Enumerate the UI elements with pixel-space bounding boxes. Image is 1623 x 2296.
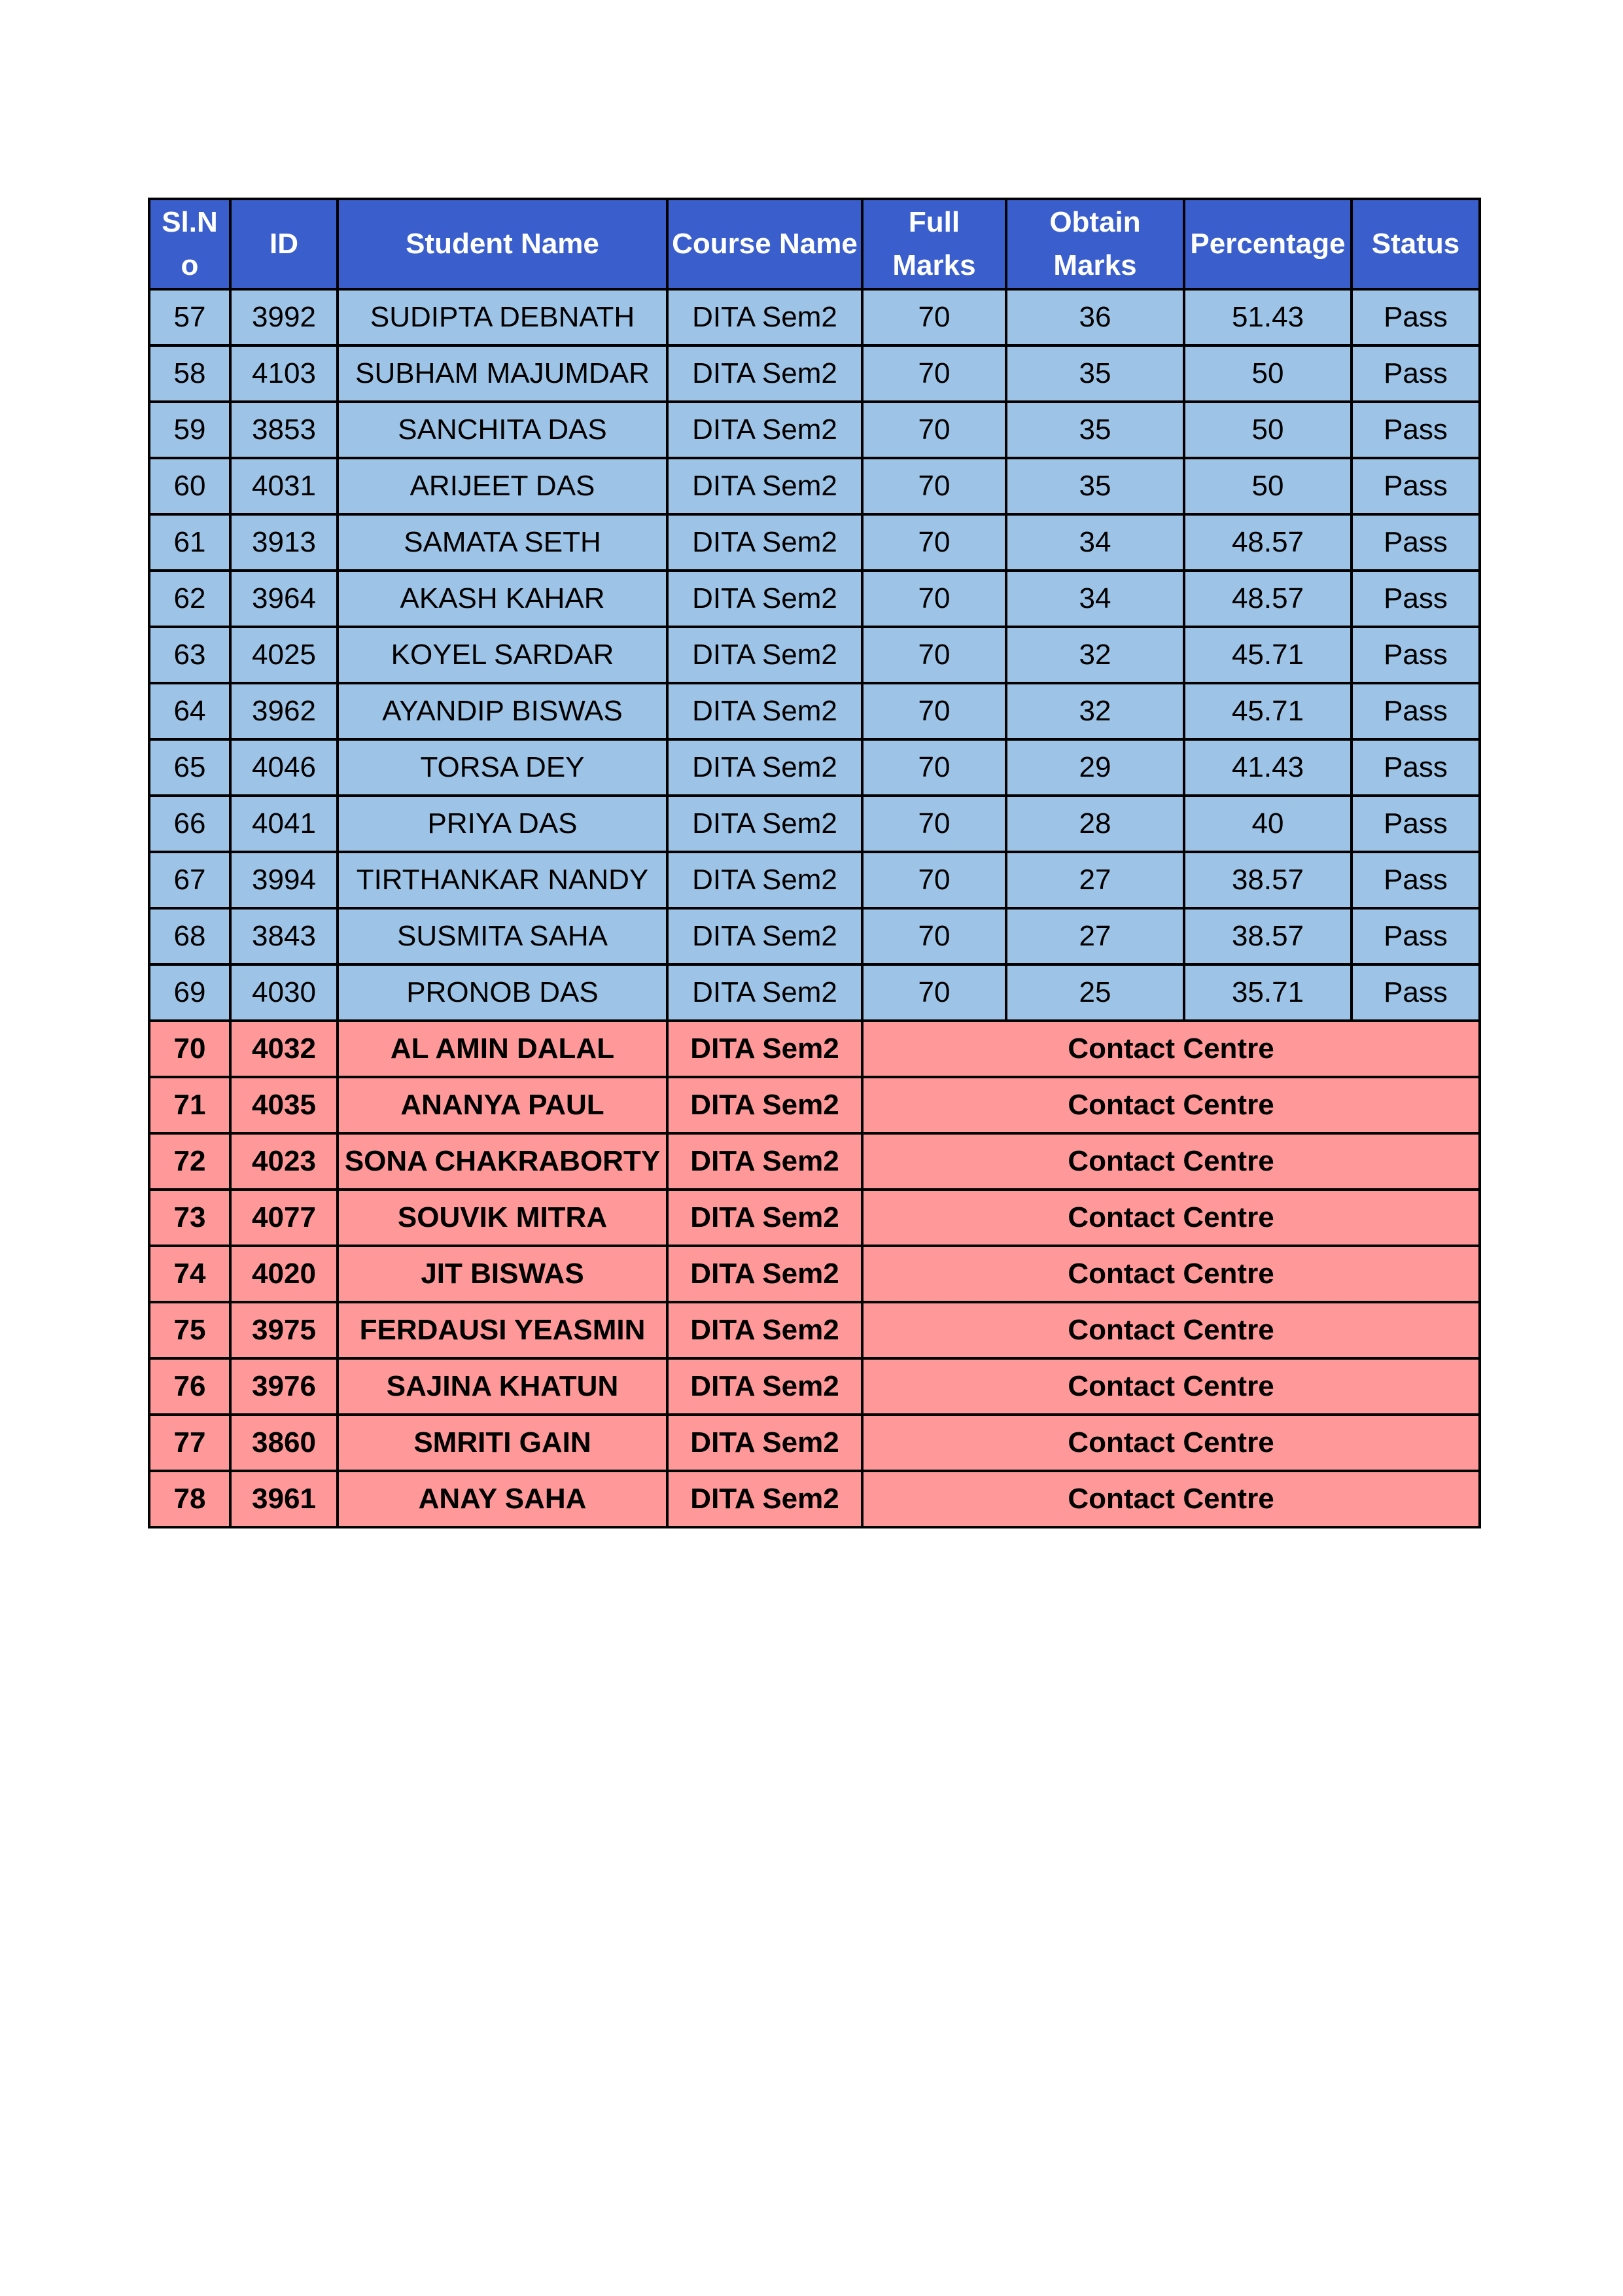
cell-contact-note: Contact Centre [862, 1415, 1480, 1471]
cell-obtain-marks: 28 [1006, 796, 1184, 852]
cell-student-name: SANCHITA DAS [338, 402, 667, 458]
cell-contact-note: Contact Centre [862, 1246, 1480, 1302]
cell-course-name: DITA Sem2 [667, 964, 862, 1021]
cell-id: 4046 [230, 739, 338, 796]
cell-obtain-marks: 27 [1006, 908, 1184, 964]
table-row [149, 345, 1480, 402]
cell-status: Pass [1352, 289, 1480, 345]
cell-status: Pass [1352, 514, 1480, 571]
cell-student-name: AYANDIP BISWAS [338, 683, 667, 739]
cell-status: Pass [1352, 627, 1480, 683]
cell-slno: 69 [149, 964, 230, 1021]
cell-id: 4020 [230, 1246, 338, 1302]
cell-id: 4025 [230, 627, 338, 683]
cell-student-name: AL AMIN DALAL [338, 1021, 667, 1077]
cell-contact-note: Contact Centre [862, 1471, 1480, 1527]
header-row [149, 199, 1480, 289]
cell-student-name: PRONOB DAS [338, 964, 667, 1021]
cell-student-name: SAMATA SETH [338, 514, 667, 571]
cell-course-name: DITA Sem2 [667, 1302, 862, 1358]
cell-percentage: 50 [1184, 458, 1352, 514]
cell-student-name: SUBHAM MAJUMDAR [338, 345, 667, 402]
cell-slno: 60 [149, 458, 230, 514]
cell-id: 4030 [230, 964, 338, 1021]
cell-course-name: DITA Sem2 [667, 739, 862, 796]
table-row [149, 627, 1480, 683]
cell-percentage: 41.43 [1184, 739, 1352, 796]
table-row [149, 908, 1480, 964]
cell-id: 3964 [230, 571, 338, 627]
table-row [149, 964, 1480, 1021]
cell-id: 4077 [230, 1190, 338, 1246]
cell-percentage: 50 [1184, 345, 1352, 402]
cell-full-marks: 70 [862, 852, 1006, 908]
cell-status: Pass [1352, 571, 1480, 627]
cell-course-name: DITA Sem2 [667, 1415, 862, 1471]
cell-id: 4023 [230, 1133, 338, 1190]
cell-obtain-marks: 34 [1006, 571, 1184, 627]
cell-full-marks: 70 [862, 796, 1006, 852]
header-full-marks: Full Marks [862, 199, 1006, 289]
cell-course-name: DITA Sem2 [667, 1190, 862, 1246]
cell-full-marks: 70 [862, 514, 1006, 571]
cell-course-name: DITA Sem2 [667, 458, 862, 514]
cell-obtain-marks: 27 [1006, 852, 1184, 908]
cell-percentage: 48.57 [1184, 514, 1352, 571]
cell-course-name: DITA Sem2 [667, 345, 862, 402]
header-percentage: Percentage [1184, 199, 1352, 289]
cell-student-name: ANANYA PAUL [338, 1077, 667, 1133]
cell-obtain-marks: 35 [1006, 458, 1184, 514]
cell-id: 3994 [230, 852, 338, 908]
table-row [149, 571, 1480, 627]
cell-student-name: AKASH KAHAR [338, 571, 667, 627]
cell-id: 3961 [230, 1471, 338, 1527]
cell-status: Pass [1352, 739, 1480, 796]
cell-student-name: KOYEL SARDAR [338, 627, 667, 683]
cell-course-name: DITA Sem2 [667, 1246, 862, 1302]
cell-course-name: DITA Sem2 [667, 852, 862, 908]
cell-obtain-marks: 36 [1006, 289, 1184, 345]
cell-student-name: SUDIPTA DEBNATH [338, 289, 667, 345]
table-row [149, 1415, 1480, 1471]
cell-id: 3860 [230, 1415, 338, 1471]
cell-slno: 63 [149, 627, 230, 683]
cell-id: 3843 [230, 908, 338, 964]
cell-course-name: DITA Sem2 [667, 627, 862, 683]
cell-percentage: 38.57 [1184, 908, 1352, 964]
cell-contact-note: Contact Centre [862, 1302, 1480, 1358]
table-row [149, 1471, 1480, 1527]
header-course-name: Course Name [667, 199, 862, 289]
cell-id: 3853 [230, 402, 338, 458]
cell-course-name: DITA Sem2 [667, 1077, 862, 1133]
cell-course-name: DITA Sem2 [667, 908, 862, 964]
cell-slno: 68 [149, 908, 230, 964]
cell-student-name: ANAY SAHA [338, 1471, 667, 1527]
cell-slno: 75 [149, 1302, 230, 1358]
cell-status: Pass [1352, 796, 1480, 852]
cell-contact-note: Contact Centre [862, 1358, 1480, 1415]
table-row [149, 683, 1480, 739]
cell-id: 4035 [230, 1077, 338, 1133]
header-id: ID [230, 199, 338, 289]
cell-full-marks: 70 [862, 683, 1006, 739]
cell-student-name: PRIYA DAS [338, 796, 667, 852]
cell-obtain-marks: 29 [1006, 739, 1184, 796]
table-row [149, 1358, 1480, 1415]
cell-percentage: 45.71 [1184, 683, 1352, 739]
cell-slno: 64 [149, 683, 230, 739]
cell-percentage: 51.43 [1184, 289, 1352, 345]
cell-slno: 67 [149, 852, 230, 908]
table-row [149, 1133, 1480, 1190]
cell-contact-note: Contact Centre [862, 1021, 1480, 1077]
cell-percentage: 40 [1184, 796, 1352, 852]
cell-slno: 58 [149, 345, 230, 402]
cell-obtain-marks: 32 [1006, 683, 1184, 739]
cell-percentage: 48.57 [1184, 571, 1352, 627]
cell-student-name: SONA CHAKRABORTY [338, 1133, 667, 1190]
cell-slno: 59 [149, 402, 230, 458]
cell-student-name: TIRTHANKAR NANDY [338, 852, 667, 908]
cell-status: Pass [1352, 964, 1480, 1021]
cell-percentage: 38.57 [1184, 852, 1352, 908]
table-header [149, 199, 1480, 289]
cell-slno: 74 [149, 1246, 230, 1302]
cell-slno: 61 [149, 514, 230, 571]
table-body [149, 289, 1480, 1527]
cell-obtain-marks: 32 [1006, 627, 1184, 683]
results-table [148, 198, 1481, 1528]
cell-percentage: 35.71 [1184, 964, 1352, 1021]
cell-id: 3962 [230, 683, 338, 739]
cell-course-name: DITA Sem2 [667, 1133, 862, 1190]
cell-id: 4032 [230, 1021, 338, 1077]
cell-full-marks: 70 [862, 627, 1006, 683]
cell-full-marks: 70 [862, 402, 1006, 458]
cell-obtain-marks: 34 [1006, 514, 1184, 571]
cell-id: 3913 [230, 514, 338, 571]
cell-slno: 71 [149, 1077, 230, 1133]
table-row [149, 852, 1480, 908]
table-row [149, 1021, 1480, 1077]
cell-id: 3992 [230, 289, 338, 345]
cell-contact-note: Contact Centre [862, 1077, 1480, 1133]
cell-full-marks: 70 [862, 964, 1006, 1021]
header-obtain-marks: Obtain Marks [1006, 199, 1184, 289]
cell-full-marks: 70 [862, 345, 1006, 402]
cell-course-name: DITA Sem2 [667, 514, 862, 571]
cell-id: 4103 [230, 345, 338, 402]
cell-status: Pass [1352, 683, 1480, 739]
cell-contact-note: Contact Centre [862, 1190, 1480, 1246]
table-row [149, 1190, 1480, 1246]
cell-course-name: DITA Sem2 [667, 289, 862, 345]
cell-student-name: SMRITI GAIN [338, 1415, 667, 1471]
cell-obtain-marks: 35 [1006, 345, 1184, 402]
cell-slno: 65 [149, 739, 230, 796]
cell-course-name: DITA Sem2 [667, 571, 862, 627]
cell-student-name: FERDAUSI YEASMIN [338, 1302, 667, 1358]
cell-slno: 78 [149, 1471, 230, 1527]
cell-percentage: 50 [1184, 402, 1352, 458]
cell-course-name: DITA Sem2 [667, 402, 862, 458]
cell-status: Pass [1352, 402, 1480, 458]
table-row [149, 1246, 1480, 1302]
cell-full-marks: 70 [862, 908, 1006, 964]
cell-student-name: SOUVIK MITRA [338, 1190, 667, 1246]
cell-student-name: ARIJEET DAS [338, 458, 667, 514]
cell-id: 4031 [230, 458, 338, 514]
cell-course-name: DITA Sem2 [667, 683, 862, 739]
cell-course-name: DITA Sem2 [667, 796, 862, 852]
cell-slno: 76 [149, 1358, 230, 1415]
cell-full-marks: 70 [862, 289, 1006, 345]
header-status: Status [1352, 199, 1480, 289]
table-row [149, 289, 1480, 345]
cell-id: 3976 [230, 1358, 338, 1415]
table-row [149, 796, 1480, 852]
cell-slno: 72 [149, 1133, 230, 1190]
cell-status: Pass [1352, 908, 1480, 964]
cell-obtain-marks: 25 [1006, 964, 1184, 1021]
cell-id: 3975 [230, 1302, 338, 1358]
cell-slno: 73 [149, 1190, 230, 1246]
cell-course-name: DITA Sem2 [667, 1471, 862, 1527]
cell-contact-note: Contact Centre [862, 1133, 1480, 1190]
table-row [149, 1302, 1480, 1358]
cell-status: Pass [1352, 345, 1480, 402]
cell-student-name: JIT BISWAS [338, 1246, 667, 1302]
cell-status: Pass [1352, 458, 1480, 514]
table-row [149, 1077, 1480, 1133]
cell-slno: 66 [149, 796, 230, 852]
cell-status: Pass [1352, 852, 1480, 908]
cell-student-name: SAJINA KHATUN [338, 1358, 667, 1415]
header-student-name: Student Name [338, 199, 667, 289]
cell-percentage: 45.71 [1184, 627, 1352, 683]
table-row [149, 514, 1480, 571]
table-row [149, 739, 1480, 796]
table-row [149, 402, 1480, 458]
cell-course-name: DITA Sem2 [667, 1021, 862, 1077]
cell-slno: 57 [149, 289, 230, 345]
cell-student-name: SUSMITA SAHA [338, 908, 667, 964]
cell-student-name: TORSA DEY [338, 739, 667, 796]
cell-slno: 70 [149, 1021, 230, 1077]
cell-full-marks: 70 [862, 458, 1006, 514]
cell-slno: 62 [149, 571, 230, 627]
table-row [149, 458, 1480, 514]
cell-full-marks: 70 [862, 739, 1006, 796]
cell-course-name: DITA Sem2 [667, 1358, 862, 1415]
header-slno: Sl.No [149, 199, 230, 289]
cell-id: 4041 [230, 796, 338, 852]
cell-slno: 77 [149, 1415, 230, 1471]
cell-full-marks: 70 [862, 571, 1006, 627]
cell-obtain-marks: 35 [1006, 402, 1184, 458]
